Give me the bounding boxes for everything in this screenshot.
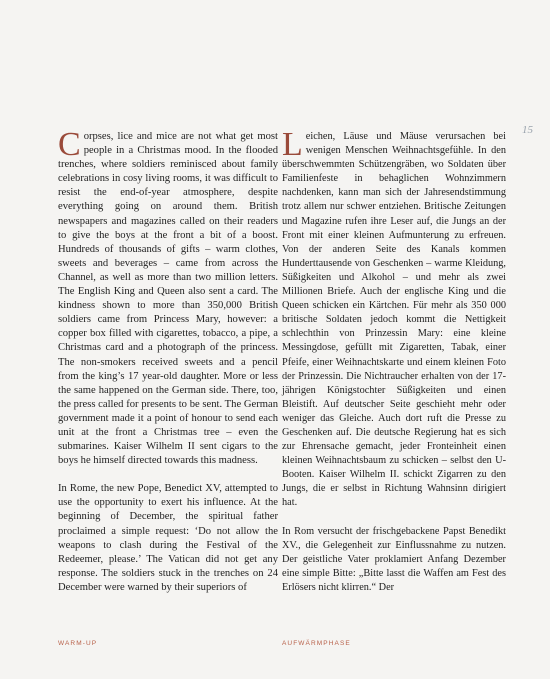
footer-right-section-title: AUFWÄRMPHASE xyxy=(282,640,351,647)
english-paragraph-1 xyxy=(58,126,278,468)
german-paragraph-1 xyxy=(282,126,506,511)
page-number: 15 xyxy=(522,124,533,136)
german-paragraph-2: In Rom versucht der frischgebackene Papst Benedikt XV., die Gelegenheit zur Einflussnahme zu nutzen. Der geistliche Vater proklamiert Anfang Dezember eine simple Bitte: „Bitte lasst die Waffen am Fest des Erlösers nicht klirren.“ Der xyxy=(282,525,506,593)
english-paragraph-2: In Rome, the new Pope, Benedict XV, attempted to use the opportunity to exert his influence. At the beginning of December, the spiritual father proclaimed a simple request: ‘Do not allow the weapons to clash during the Festival of the Redeemer, please.’ The Vatican did not get any response. The soldiers stuck in the trenches on 24 December were warned by their superiors of xyxy=(58,483,278,593)
english-column xyxy=(58,126,278,609)
english-paragraph-1-text: orpses, lice and mice are not what get most people in a Christmas mood. In the flooded trenches, where soldiers reminisced about family celebrations in cosy living rooms, it was difficult to resist the end-of-year atmosphere, despite everything going on around them. British newspapers and magazines called on their readers to give the boys at the front a bit of a boost. Hundreds of thousands of gifts – warm clothes, sweets and beverages – came from across the Channel, as well as more than two million letters. The English King and Queen also sent a card. The kindness shown to more than 350,000 British soldiers came from Princess Mary, however: a copper box filled with cigarettes, tobacco, a pipe, a Christmas card and a photograph of the princess. The non-smokers received sweets and a pencil from the king’s 17 year-old daughter. More or less the same happened on the German side. There, too, the press called for presents to be sent. The German government made it a point of honour to send each unit at the front a Christmas tree – even the submarines. Kaiser Wilhelm II sent cigars to the boys he himself directed towards this madness. xyxy=(58,131,278,467)
german-paragraph-1-text: eichen, Läuse und Mäuse verursachen bei wenigen Menschen Weihnachtsgefühle. In den überschwemmten Schützengräben, wo Soldaten über Familienfeste in behaglichen Wohnzimmern nachdenken, kann man sich der Jahresendstimmung trotz allem nur schwer entziehen. Britische Zeitungen und Magazine rufen ihre Leser auf, die Jungs an der Front mit einer kleinen Aufmunterung zu erfreuen. Von der anderen Seite des Kanals kommen Hunderttausende von Geschenken – warme Kleidung, Süßigkeiten und Alkohol – und mehr als zwei Millionen Briefe. Auch der englische King und die Queen schicken ein Kärtchen. Für mehr als 350 000 britische Soldaten jedoch kommt die Nettigkeit schlechthin von Prinzessin Mary: eine kleine Messingdose, gefüllt mit Zigaretten, Tabak, einer Pfeife, einer Weihnachtskarte und einem kleinen Foto der Prinzessin. Die Nichtraucher erhalten von der 17-jährigen Königstochter Süßigkeiten und einen Bleistift. Auf deutscher Seite geschieht mehr oder weniger das Gleiche. Auch dort ruft die Presse zu Geschenken auf. Die deutsche Regierung hat es sich zur Ehrensache gemacht, jeder Fronteinheit einen kleinen Weihnachtsbaum zu schicken – selbst den U-Booten. Kaiser Wilhelm II. schickt Zigarren zu den Jungs, die er selbst in Richtung Wahnsinn dirigiert hat. xyxy=(282,131,506,509)
german-dropcap: L xyxy=(282,126,303,163)
english-dropcap: C xyxy=(58,126,81,163)
footer-left-section-title: WARM-UP xyxy=(58,640,98,647)
german-column xyxy=(282,126,506,609)
